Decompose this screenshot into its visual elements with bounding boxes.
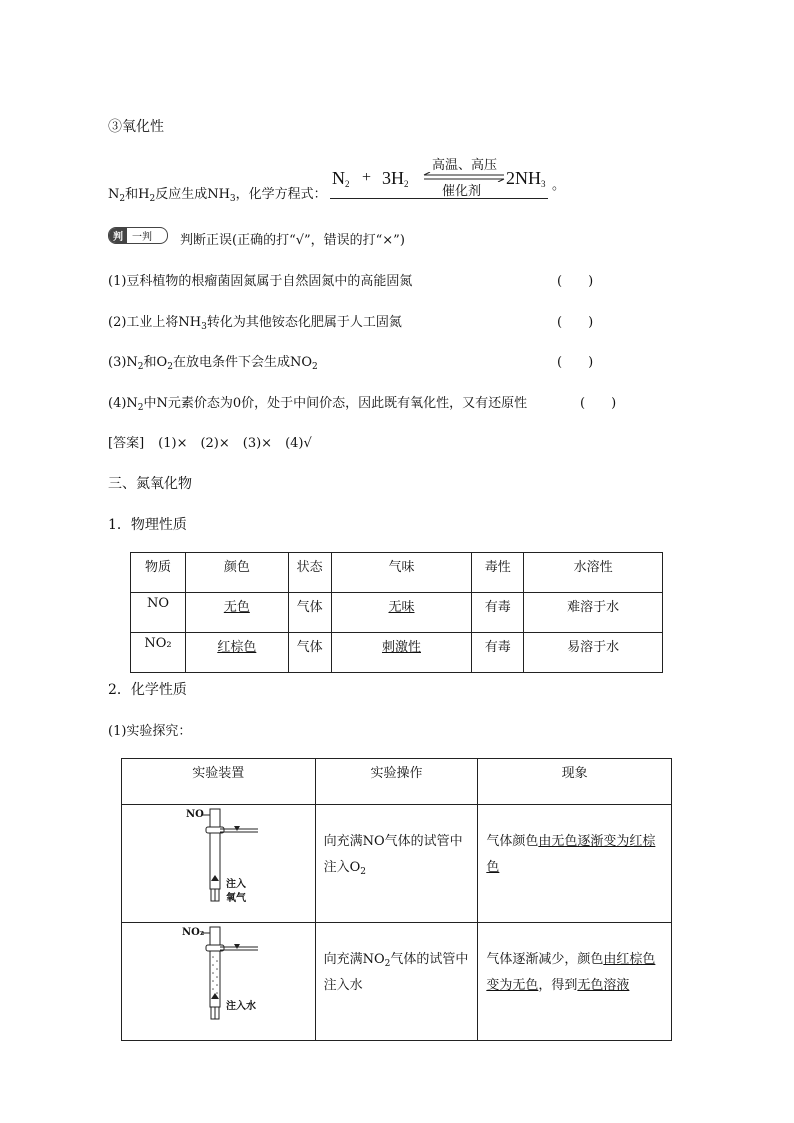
judge-badge: 判 一判: [108, 227, 168, 244]
reaction-intro: $N_2$和$H_2$反应生成$NH_3$，化学方程式：: [108, 187, 327, 204]
chemical-title: 2．化学性质: [108, 682, 187, 698]
section-heading: 三、氮氧化物: [108, 476, 192, 492]
header-cell: 颜色: [185, 553, 288, 593]
table-cell: 红棕色: [185, 633, 288, 673]
chemical-equation: $N_2$ + $3H_2$ 高温、高压 催化剂 $2NH_3$ 。: [332, 158, 566, 199]
answer-line: [108, 432, 312, 451]
judge-item-2: (2)工业上将$NH_3$转化为其他铵态化肥属于人工固氮: [108, 315, 402, 332]
judge-item-1: (1)豆科植物的根瘤菌固氮属于自然固氮中的高能固氮: [108, 274, 413, 289]
header-cell: 状态: [288, 553, 331, 593]
apparatus-cell: [122, 805, 316, 923]
table-row: [122, 805, 672, 923]
equation-underline: [330, 198, 548, 199]
header-cell: 实验装置: [122, 759, 316, 805]
table-cell: NO: [131, 593, 186, 633]
gas-label: NO₂: [182, 927, 205, 938]
table-cell: 难溶于水: [524, 593, 663, 633]
physical-properties-table: [130, 552, 663, 673]
answer-label: [答案]: [108, 436, 145, 451]
table-cell: 无味: [331, 593, 472, 633]
header-cell: 物质: [131, 553, 186, 593]
inject-label: 氧气: [226, 893, 246, 904]
judge-blank-3: ( ): [557, 355, 594, 370]
header-cell: 毒性: [472, 553, 524, 593]
header-cell: 现象: [478, 759, 672, 805]
judge-instruction: 判断正误(正确的打“√”，错误的打“×”): [180, 233, 405, 248]
table-header-row: [131, 553, 663, 593]
inject-label: 注入水: [226, 1001, 256, 1012]
judge-blank-4: ( ): [580, 396, 617, 411]
judge-blank-2: ( ): [557, 315, 594, 330]
header-cell: 水溶性: [524, 553, 663, 593]
judge-item-3: $(3)N_2$和$O_2$在放电条件下会生成$NO_2$: [108, 355, 318, 372]
table-cell: 有毒: [472, 633, 524, 673]
operation-cell: 向充满NO气体的试管中注入$O_2$: [315, 805, 478, 923]
table-row: [131, 593, 663, 633]
heading-oxidizing: ③氧化性: [108, 119, 164, 135]
answer-text: (1)× (2)× (3)× (4)√: [158, 436, 312, 451]
operation-cell: 向充满$NO_2$气体的试管中注入水: [315, 923, 478, 1041]
physical-title: 1．物理性质: [108, 517, 187, 533]
table-cell: 易溶于水: [524, 633, 663, 673]
gas-label: NO: [186, 809, 204, 820]
table-cell: 无色: [185, 593, 288, 633]
experiment-table: [121, 758, 672, 1041]
inject-label: 注入: [226, 879, 246, 890]
judge-item-4: $(4)N_2$中N元素价态为0价，处于中间价态，因此既有氧化性，又有还原性: [108, 396, 528, 413]
header-cell: 实验操作: [315, 759, 478, 805]
table-row: [122, 923, 672, 1041]
table-cell: 有毒: [472, 593, 524, 633]
header-cell: 气味: [331, 553, 472, 593]
apparatus-cell: [122, 923, 316, 1041]
table-header-row: [122, 759, 672, 805]
phenomenon-cell: 气体逐渐减少，颜色由红棕色变为无色，得到无色溶液: [478, 923, 672, 1041]
table-cell: 气体: [288, 593, 331, 633]
experiment-title: (1)实验探究：: [108, 724, 192, 739]
judge-blank-1: ( ): [557, 274, 594, 289]
table-cell: NO₂: [131, 633, 186, 673]
table-cell: 刺激性: [331, 633, 472, 673]
phenomenon-cell: 气体颜色由无色逐渐变为红棕色: [478, 805, 672, 923]
table-row: [131, 633, 663, 673]
table-cell: 气体: [288, 633, 331, 673]
